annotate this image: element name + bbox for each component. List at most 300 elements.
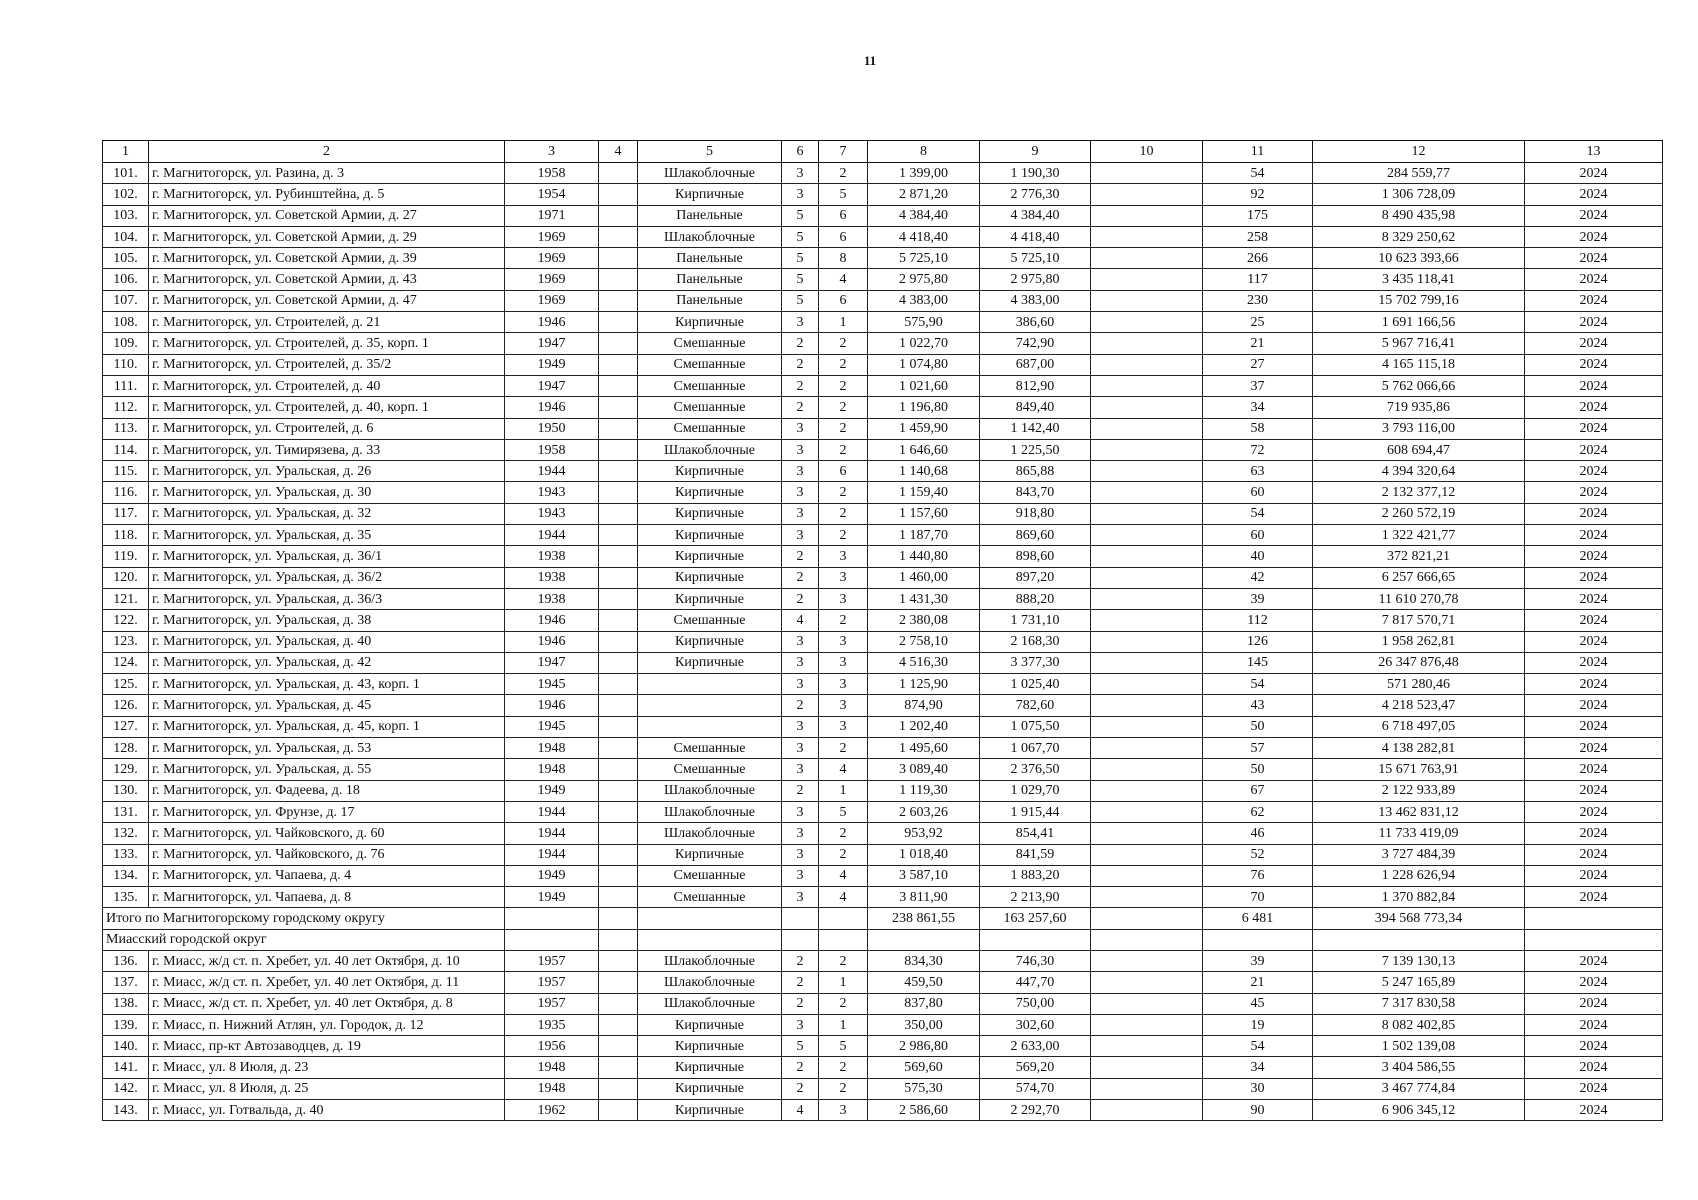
residential-area-cell: 782,60 (980, 695, 1091, 716)
address-cell: г. Магнитогорск, ул. Строителей, д. 35/2 (149, 354, 505, 375)
col10-cell (1091, 333, 1203, 354)
col4-cell (599, 269, 638, 290)
residents-cell: 60 (1203, 525, 1313, 546)
year-cell: 1944 (505, 801, 599, 822)
table-row (103, 205, 1663, 226)
table-row (103, 801, 1663, 822)
total-residential-area-cell: 163 257,60 (980, 908, 1091, 929)
row-number: 126. (103, 695, 149, 716)
col4-cell (599, 248, 638, 269)
row-number: 105. (103, 248, 149, 269)
total-area-cell: 5 725,10 (868, 248, 980, 269)
column-header: 9 (980, 141, 1091, 163)
address-cell: г. Магнитогорск, ул. Фадеева, д. 18 (149, 780, 505, 801)
floors-cell: 3 (782, 759, 819, 780)
total-area-cell: 575,30 (868, 1078, 980, 1099)
row-number: 120. (103, 567, 149, 588)
table-row (103, 887, 1663, 908)
residential-area-cell: 3 377,30 (980, 652, 1091, 673)
row-number: 141. (103, 1057, 149, 1078)
year-cell: 1945 (505, 674, 599, 695)
residential-area-cell: 4 384,40 (980, 205, 1091, 226)
cost-cell: 26 347 876,48 (1313, 652, 1525, 673)
plan-year-cell: 2024 (1525, 950, 1663, 971)
residents-cell: 19 (1203, 1014, 1313, 1035)
total-label: Итого по Магнитогорскому городскому округу (103, 908, 505, 929)
col10-cell (1091, 887, 1203, 908)
table-row (103, 418, 1663, 439)
cost-cell: 2 260 572,19 (1313, 503, 1525, 524)
address-cell: г. Магнитогорск, ул. Уральская, д. 32 (149, 503, 505, 524)
year-cell: 1947 (505, 652, 599, 673)
floors-cell: 2 (782, 972, 819, 993)
wall-material-cell: Кирпичные (638, 1014, 782, 1035)
cost-cell: 1 502 139,08 (1313, 1036, 1525, 1057)
entrances-cell: 4 (819, 865, 868, 886)
residents-cell: 92 (1203, 184, 1313, 205)
floors-cell: 2 (782, 993, 819, 1014)
wall-material-cell: Кирпичные (638, 652, 782, 673)
table-row (103, 610, 1663, 631)
floors-cell: 3 (782, 887, 819, 908)
residents-cell: 90 (1203, 1100, 1313, 1121)
year-cell: 1969 (505, 248, 599, 269)
total-area-cell: 4 418,40 (868, 226, 980, 247)
wall-material-cell: Кирпичные (638, 567, 782, 588)
year-cell: 1948 (505, 1057, 599, 1078)
row-number: 106. (103, 269, 149, 290)
address-cell: г. Магнитогорск, ул. Рубинштейна, д. 5 (149, 184, 505, 205)
year-cell: 1938 (505, 567, 599, 588)
cost-cell: 1 691 166,56 (1313, 312, 1525, 333)
residents-cell: 37 (1203, 375, 1313, 396)
total-area-cell: 4 384,40 (868, 205, 980, 226)
row-number: 108. (103, 312, 149, 333)
total-area-cell: 238 861,55 (868, 908, 980, 929)
cost-cell: 7 317 830,58 (1313, 993, 1525, 1014)
floors-cell: 5 (782, 269, 819, 290)
residential-area-cell: 843,70 (980, 482, 1091, 503)
residential-area-cell: 898,60 (980, 546, 1091, 567)
address-cell: г. Миасс, пр-кт Автозаводцев, д. 19 (149, 1036, 505, 1057)
row-number: 128. (103, 738, 149, 759)
residential-area-cell: 574,70 (980, 1078, 1091, 1099)
year-cell: 1944 (505, 525, 599, 546)
table-row (103, 652, 1663, 673)
entrances-cell: 2 (819, 439, 868, 460)
address-cell: г. Миасс, ул. 8 Июля, д. 23 (149, 1057, 505, 1078)
floors-cell: 3 (782, 801, 819, 822)
cost-cell: 13 462 831,12 (1313, 801, 1525, 822)
wall-material-cell: Панельные (638, 205, 782, 226)
plan-year-cell: 2024 (1525, 674, 1663, 695)
plan-year-cell: 2024 (1525, 354, 1663, 375)
address-cell: г. Магнитогорск, ул. Уральская, д. 26 (149, 461, 505, 482)
year-cell: 1950 (505, 418, 599, 439)
table-row (103, 269, 1663, 290)
empty-cell (868, 929, 980, 950)
col4-cell (599, 674, 638, 695)
col4-cell (599, 567, 638, 588)
address-cell: г. Миасс, ул. Готвальда, д. 40 (149, 1100, 505, 1121)
address-cell: г. Магнитогорск, ул. Уральская, д. 36/2 (149, 567, 505, 588)
entrances-cell: 2 (819, 333, 868, 354)
residents-cell: 145 (1203, 652, 1313, 673)
column-header: 10 (1091, 141, 1203, 163)
residential-area-cell: 4 383,00 (980, 290, 1091, 311)
row-number: 115. (103, 461, 149, 482)
residents-cell: 39 (1203, 588, 1313, 609)
table-row (103, 631, 1663, 652)
row-number: 123. (103, 631, 149, 652)
wall-material-cell: Кирпичные (638, 631, 782, 652)
entrances-cell: 2 (819, 738, 868, 759)
cost-cell: 608 694,47 (1313, 439, 1525, 460)
column-header: 12 (1313, 141, 1525, 163)
residents-cell: 62 (1203, 801, 1313, 822)
wall-material-cell: Смешанные (638, 610, 782, 631)
total-area-cell: 1 399,00 (868, 163, 980, 184)
total-area-cell: 3 587,10 (868, 865, 980, 886)
col4-cell (599, 375, 638, 396)
empty-cell (1525, 908, 1663, 929)
col10-cell (1091, 354, 1203, 375)
empty-cell (1313, 929, 1525, 950)
cost-cell: 4 394 320,64 (1313, 461, 1525, 482)
wall-material-cell: Смешанные (638, 418, 782, 439)
year-cell: 1948 (505, 759, 599, 780)
residential-area-cell: 918,80 (980, 503, 1091, 524)
section-label: Миасский городской округ (103, 929, 505, 950)
table-row (103, 759, 1663, 780)
col4-cell (599, 738, 638, 759)
row-number: 116. (103, 482, 149, 503)
table-row (103, 1100, 1663, 1121)
address-cell: г. Магнитогорск, ул. Уральская, д. 43, корп. 1 (149, 674, 505, 695)
plan-year-cell: 2024 (1525, 1100, 1663, 1121)
cost-cell: 1 322 421,77 (1313, 525, 1525, 546)
col10-cell (1091, 312, 1203, 333)
col4-cell (599, 226, 638, 247)
col4-cell (599, 525, 638, 546)
address-cell: г. Магнитогорск, ул. Советской Армии, д. 27 (149, 205, 505, 226)
row-number: 130. (103, 780, 149, 801)
table-row (103, 567, 1663, 588)
table-row (103, 312, 1663, 333)
table-row (103, 1036, 1663, 1057)
cost-cell: 10 623 393,66 (1313, 248, 1525, 269)
residential-area-cell: 841,59 (980, 844, 1091, 865)
residential-area-cell: 750,00 (980, 993, 1091, 1014)
entrances-cell: 6 (819, 461, 868, 482)
row-number: 114. (103, 439, 149, 460)
total-area-cell: 575,90 (868, 312, 980, 333)
row-number: 102. (103, 184, 149, 205)
residential-area-cell: 5 725,10 (980, 248, 1091, 269)
floors-cell: 2 (782, 1057, 819, 1078)
empty-cell (819, 908, 868, 929)
cost-cell: 5 762 066,66 (1313, 375, 1525, 396)
col10-cell (1091, 1014, 1203, 1035)
cost-cell: 6 718 497,05 (1313, 716, 1525, 737)
residential-area-cell: 1 029,70 (980, 780, 1091, 801)
entrances-cell: 2 (819, 397, 868, 418)
residents-cell: 43 (1203, 695, 1313, 716)
table-row (103, 248, 1663, 269)
col4-cell (599, 716, 638, 737)
table-row (103, 588, 1663, 609)
table-row (103, 716, 1663, 737)
year-cell: 1946 (505, 610, 599, 631)
wall-material-cell: Кирпичные (638, 482, 782, 503)
year-cell: 1971 (505, 205, 599, 226)
wall-material-cell: Шлакоблочные (638, 801, 782, 822)
total-area-cell: 953,92 (868, 823, 980, 844)
floors-cell: 5 (782, 226, 819, 247)
entrances-cell: 3 (819, 695, 868, 716)
wall-material-cell: Кирпичные (638, 1078, 782, 1099)
row-number: 119. (103, 546, 149, 567)
floors-cell: 2 (782, 546, 819, 567)
col10-cell (1091, 269, 1203, 290)
empty-cell (1203, 929, 1313, 950)
column-header: 6 (782, 141, 819, 163)
col10-cell (1091, 610, 1203, 631)
residents-cell: 54 (1203, 163, 1313, 184)
cost-cell: 1 958 262,81 (1313, 631, 1525, 652)
table-row (103, 546, 1663, 567)
col4-cell (599, 780, 638, 801)
plan-year-cell: 2024 (1525, 716, 1663, 737)
table-row (103, 375, 1663, 396)
total-area-cell: 2 603,26 (868, 801, 980, 822)
total-area-cell: 4 516,30 (868, 652, 980, 673)
row-number: 103. (103, 205, 149, 226)
column-header: 1 (103, 141, 149, 163)
address-cell: г. Магнитогорск, ул. Чапаева, д. 8 (149, 887, 505, 908)
wall-material-cell: Панельные (638, 248, 782, 269)
residents-cell: 54 (1203, 1036, 1313, 1057)
col4-cell (599, 312, 638, 333)
total-area-cell: 834,30 (868, 950, 980, 971)
entrances-cell: 6 (819, 205, 868, 226)
residential-area-cell: 2 376,50 (980, 759, 1091, 780)
plan-year-cell: 2024 (1525, 652, 1663, 673)
column-header: 11 (1203, 141, 1313, 163)
residents-cell: 45 (1203, 993, 1313, 1014)
col10-cell (1091, 972, 1203, 993)
plan-year-cell: 2024 (1525, 993, 1663, 1014)
entrances-cell: 2 (819, 610, 868, 631)
address-cell: г. Магнитогорск, ул. Уральская, д. 36/3 (149, 588, 505, 609)
row-number: 134. (103, 865, 149, 886)
col10-cell (1091, 546, 1203, 567)
col4-cell (599, 397, 638, 418)
address-cell: г. Магнитогорск, ул. Строителей, д. 21 (149, 312, 505, 333)
col4-cell (599, 290, 638, 311)
residential-area-cell: 687,00 (980, 354, 1091, 375)
col10-cell (1091, 525, 1203, 546)
floors-cell: 2 (782, 950, 819, 971)
year-cell: 1947 (505, 375, 599, 396)
residential-area-cell: 447,70 (980, 972, 1091, 993)
residential-area-cell: 865,88 (980, 461, 1091, 482)
floors-cell: 3 (782, 716, 819, 737)
year-cell: 1943 (505, 482, 599, 503)
table-row (103, 226, 1663, 247)
wall-material-cell (638, 674, 782, 695)
table-row (103, 461, 1663, 482)
col10-cell (1091, 1078, 1203, 1099)
year-cell: 1969 (505, 290, 599, 311)
residential-area-cell: 2 975,80 (980, 269, 1091, 290)
cost-cell: 5 967 716,41 (1313, 333, 1525, 354)
floors-cell: 2 (782, 567, 819, 588)
floors-cell: 3 (782, 865, 819, 886)
plan-year-cell: 2024 (1525, 887, 1663, 908)
col4-cell (599, 759, 638, 780)
residents-cell: 57 (1203, 738, 1313, 759)
table-row (103, 993, 1663, 1014)
cost-cell: 8 490 435,98 (1313, 205, 1525, 226)
year-cell: 1944 (505, 823, 599, 844)
wall-material-cell: Смешанные (638, 375, 782, 396)
residents-cell: 30 (1203, 1078, 1313, 1099)
address-cell: г. Магнитогорск, ул. Уральская, д. 40 (149, 631, 505, 652)
col10-cell (1091, 375, 1203, 396)
plan-year-cell: 2024 (1525, 226, 1663, 247)
wall-material-cell: Кирпичные (638, 844, 782, 865)
year-cell: 1946 (505, 695, 599, 716)
address-cell: г. Магнитогорск, ул. Разина, д. 3 (149, 163, 505, 184)
entrances-cell: 6 (819, 226, 868, 247)
col10-cell (1091, 631, 1203, 652)
column-header: 5 (638, 141, 782, 163)
residential-area-cell: 888,20 (980, 588, 1091, 609)
col4-cell (599, 652, 638, 673)
col4-cell (599, 354, 638, 375)
address-cell: г. Миасс, ул. 8 Июля, д. 25 (149, 1078, 505, 1099)
floors-cell: 2 (782, 333, 819, 354)
wall-material-cell: Кирпичные (638, 546, 782, 567)
total-area-cell: 1 431,30 (868, 588, 980, 609)
row-number: 110. (103, 354, 149, 375)
total-area-cell: 1 495,60 (868, 738, 980, 759)
entrances-cell: 2 (819, 823, 868, 844)
floors-cell: 2 (782, 588, 819, 609)
entrances-cell: 2 (819, 1078, 868, 1099)
col10-cell (1091, 163, 1203, 184)
floors-cell: 3 (782, 439, 819, 460)
col4-cell (599, 950, 638, 971)
residential-area-cell: 897,20 (980, 567, 1091, 588)
empty-cell (599, 929, 638, 950)
residential-area-cell: 4 418,40 (980, 226, 1091, 247)
cost-cell: 3 404 586,55 (1313, 1057, 1525, 1078)
cost-cell: 15 702 799,16 (1313, 290, 1525, 311)
empty-cell (1525, 929, 1663, 950)
plan-year-cell: 2024 (1525, 163, 1663, 184)
address-cell: г. Магнитогорск, ул. Уральская, д. 35 (149, 525, 505, 546)
cost-cell: 5 247 165,89 (1313, 972, 1525, 993)
address-cell: г. Магнитогорск, ул. Строителей, д. 35, корп. 1 (149, 333, 505, 354)
year-cell: 1957 (505, 972, 599, 993)
entrances-cell: 3 (819, 588, 868, 609)
total-area-cell: 2 758,10 (868, 631, 980, 652)
plan-year-cell: 2024 (1525, 1057, 1663, 1078)
entrances-cell: 4 (819, 887, 868, 908)
total-area-cell: 837,80 (868, 993, 980, 1014)
floors-cell: 3 (782, 674, 819, 695)
empty-cell (980, 929, 1091, 950)
row-number: 139. (103, 1014, 149, 1035)
table-row (103, 184, 1663, 205)
floors-cell: 3 (782, 525, 819, 546)
residents-cell: 27 (1203, 354, 1313, 375)
address-cell: г. Магнитогорск, ул. Уральская, д. 30 (149, 482, 505, 503)
residents-cell: 46 (1203, 823, 1313, 844)
table-row (103, 163, 1663, 184)
residential-area-cell: 569,20 (980, 1057, 1091, 1078)
year-cell: 1946 (505, 631, 599, 652)
entrances-cell: 2 (819, 525, 868, 546)
floors-cell: 2 (782, 375, 819, 396)
year-cell: 1949 (505, 887, 599, 908)
col4-cell (599, 418, 638, 439)
plan-year-cell: 2024 (1525, 865, 1663, 886)
total-area-cell: 459,50 (868, 972, 980, 993)
wall-material-cell: Шлакоблочные (638, 226, 782, 247)
plan-year-cell: 2024 (1525, 397, 1663, 418)
residents-cell: 42 (1203, 567, 1313, 588)
plan-year-cell: 2024 (1525, 290, 1663, 311)
row-number: 109. (103, 333, 149, 354)
plan-year-cell: 2024 (1525, 418, 1663, 439)
cost-cell: 3 793 116,00 (1313, 418, 1525, 439)
col10-cell (1091, 950, 1203, 971)
total-area-cell: 1 202,40 (868, 716, 980, 737)
wall-material-cell: Кирпичные (638, 1036, 782, 1057)
row-number: 107. (103, 290, 149, 311)
residential-area-cell: 1 731,10 (980, 610, 1091, 631)
entrances-cell: 1 (819, 780, 868, 801)
table-row (103, 780, 1663, 801)
residents-cell: 60 (1203, 482, 1313, 503)
wall-material-cell: Кирпичные (638, 1100, 782, 1121)
row-number: 101. (103, 163, 149, 184)
table-row (103, 844, 1663, 865)
entrances-cell: 1 (819, 312, 868, 333)
floors-cell: 5 (782, 205, 819, 226)
floors-cell: 5 (782, 1036, 819, 1057)
empty-cell (505, 908, 599, 929)
residents-cell: 67 (1203, 780, 1313, 801)
floors-cell: 2 (782, 354, 819, 375)
entrances-cell: 3 (819, 1100, 868, 1121)
address-cell: г. Магнитогорск, ул. Советской Армии, д. 43 (149, 269, 505, 290)
residential-area-cell: 1 067,70 (980, 738, 1091, 759)
residents-cell: 266 (1203, 248, 1313, 269)
col10-cell (1091, 780, 1203, 801)
total-area-cell: 1 119,30 (868, 780, 980, 801)
floors-cell: 3 (782, 312, 819, 333)
year-cell: 1938 (505, 546, 599, 567)
table-row (103, 695, 1663, 716)
floors-cell: 3 (782, 844, 819, 865)
row-number: 112. (103, 397, 149, 418)
residents-cell: 72 (1203, 439, 1313, 460)
col10-cell (1091, 503, 1203, 524)
